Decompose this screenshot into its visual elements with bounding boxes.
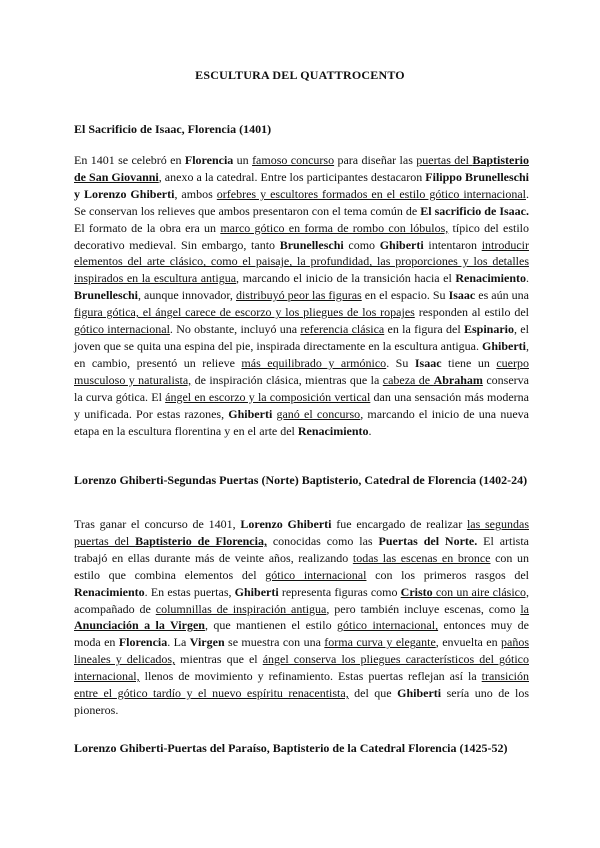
text-run: mientras que el [175,652,263,667]
text-run: en el espacio. Su [361,288,449,303]
text-run: , en cambio, presentó un relieve [74,338,529,370]
emphasis-run: Florencia [184,153,234,167]
text-run: . Su [386,355,415,370]
emphasis-run: Florencia [118,635,168,650]
text-run: responden al estilo del [414,305,529,320]
emphasis-run: ángel en escorzo y la composición vertical [165,389,371,404]
text-run: . La [167,635,190,650]
emphasis-run: Baptisterio de Florencia, [135,533,267,548]
emphasis-run: Ghiberti [228,406,273,421]
emphasis-run: Renacimiento [297,423,369,438]
emphasis-run: Abraham [433,372,483,387]
text-run: , anexo a la catedral. Entre los participantes destacaron [158,169,426,184]
text-run: , marcando el inicio de la transición hacia el [236,271,456,286]
section-paragraph [74,152,529,439]
emphasis-run: Renacimiento [74,584,145,599]
emphasis-run: Brunelleschi [279,237,344,252]
text-run: representa figuras como [278,584,401,599]
emphasis-run: Filippo Brunelleschi y Lorenzo Ghiberti [74,169,529,201]
section-heading: Lorenzo Ghiberti-Puertas del Paraíso, Baptisterio de la Catedral Florencia (1425-52) [74,741,508,755]
text-run: con los primeros rasgos del [366,567,529,582]
emphasis-run: columnillas de inspiración antigua [155,601,327,616]
emphasis-run: Ghiberti [379,237,424,252]
text-run: , aunque innovador, [138,288,236,303]
section-heading: Lorenzo Ghiberti-Segundas Puertas (Norte) Baptisterio, Catedral de Florencia (1402-24) [74,473,528,487]
text-run: se muestra con una [224,635,325,650]
document-title: ESCULTURA DEL QUATTROCENTO [195,68,405,82]
emphasis-run: Ghiberti [397,686,442,701]
emphasis-run: introducir elementos del arte clásico, como el paisaje, la profundidad, las proporciones y los detalles inspirados en la escultura antigua [74,237,530,286]
text-run: dan una sensación más moderna y unificada. Por estas razones, [74,389,529,421]
text-run: . Se conservan los relieves que ambos presentaron con el tema común de [74,186,529,218]
emphasis-run: forma curva y elegante [324,635,436,650]
section-heading: El Sacrificio de Isaac, Florencia (1401) [74,122,272,136]
emphasis-run: distribuyó peor las figuras [235,288,362,303]
text-run: conserva la curva gótica. El [74,372,529,404]
section-paragraph [74,516,529,719]
emphasis-run: transición entre el gótico tardío y el nuevo espíritu renacentista, [74,669,529,701]
text-run: El formato de la obra era un [74,220,221,235]
emphasis-run: con un aire clásico, [432,584,529,599]
text-run: El artista trabajó en ellas durante más de veinte años, realizando [74,533,530,565]
text-run: , pero también incluye escenas, como [326,601,521,616]
emphasis-run: Ghiberti [482,338,526,353]
emphasis-run: paños lineales y delicados, [74,635,529,667]
text-run: llenos de movimiento y refinamiento. Estas puertas reflejan así la [139,669,482,684]
emphasis-run: gótico internacional [265,567,367,582]
text-run: . No obstante, incluyó una [169,322,301,337]
emphasis-run: las segundas puertas del [74,517,530,548]
text-run: conocidas como las [266,533,379,548]
emphasis-run: Anunciación a la Virgen [74,618,205,633]
emphasis-run: Renacimiento [455,271,526,286]
text-run: para diseñar las [334,153,417,167]
emphasis-run: marco gótico en forma de rombo con lóbulos, [220,220,449,235]
emphasis-run: cabeza de [382,372,434,387]
emphasis-run: Espinario [464,322,515,337]
text-run: , que mantienen el estilo [204,618,338,633]
text-run: entonces muy de moda en [74,618,529,650]
emphasis-run: cuerpo musculoso y naturalista, [74,355,529,387]
emphasis-run: orfebres y escultores formados en el estilo gótico internacional [216,186,526,201]
text-run: es aún una [475,288,529,303]
emphasis-run: Brunelleschi [74,288,139,303]
emphasis-run: Lorenzo Ghiberti [240,517,332,531]
emphasis-run: Isaac [414,355,442,370]
emphasis-run: Ghiberti [234,584,279,599]
text-run: En 1401 se celebró en [74,153,185,167]
emphasis-run: El sacrificio de Isaac. [420,203,529,218]
emphasis-run: Isaac [448,288,476,303]
text-run: Tras ganar el concurso de 1401, [74,517,241,531]
emphasis-run: puertas del [416,153,473,167]
text-run: , el joven que se quita una espina del pie, inspirada directamente en la escultura antigua. [74,322,529,353]
text-run: típico del estilo decorativo medieval. Sin embargo, tanto [74,220,529,252]
emphasis-run: gótico internacional [74,322,170,337]
text-run: . [368,423,372,438]
text-run: acompañado de [74,601,156,616]
text-run: , envuelta en [435,635,501,650]
text-run: del que [348,686,398,701]
emphasis-run: gótico internacional, [337,618,439,633]
emphasis-run: más equilibrado y armónico [241,355,387,370]
text-run: en la figura del [384,322,464,337]
text-run: . En estas puertas, [144,584,235,599]
text-run: intentaron [423,237,482,252]
emphasis-run: todas las escenas en bronce [352,550,491,565]
text-run: , marcando el inicio de una nueva etapa en la escultura florentina y en el arte del [74,406,529,438]
emphasis-run: Cristo [400,584,433,599]
emphasis-run: referencia clásica [300,322,385,337]
emphasis-run: famoso concurso [252,153,335,167]
text-run: . [526,271,529,286]
text-run: un [233,153,253,167]
emphasis-run: ángel conserva los pliegues característicos del gótico internacional, [74,652,529,684]
text-run: sería uno de los pioneros. [74,686,530,717]
emphasis-run: Baptisterio de San Giovanni [74,153,529,184]
emphasis-run: figura gótica, el ángel carece de escorzo y los pliegues de los ropajes [74,305,415,320]
text-run: , ambos [174,186,217,201]
emphasis-run: Puertas del Norte. [378,533,478,548]
text-run: fue encargado de realizar [331,517,467,531]
text-run: tiene un [441,355,497,370]
emphasis-run: la [520,601,529,616]
text-run: con un estilo que combina elementos del [74,550,530,582]
emphasis-run: ganó el concurso [276,406,361,421]
emphasis-run: Virgen [189,635,225,650]
text-run: de inspiración clásica, mientras que la [191,372,383,387]
text-run: como [343,237,380,252]
